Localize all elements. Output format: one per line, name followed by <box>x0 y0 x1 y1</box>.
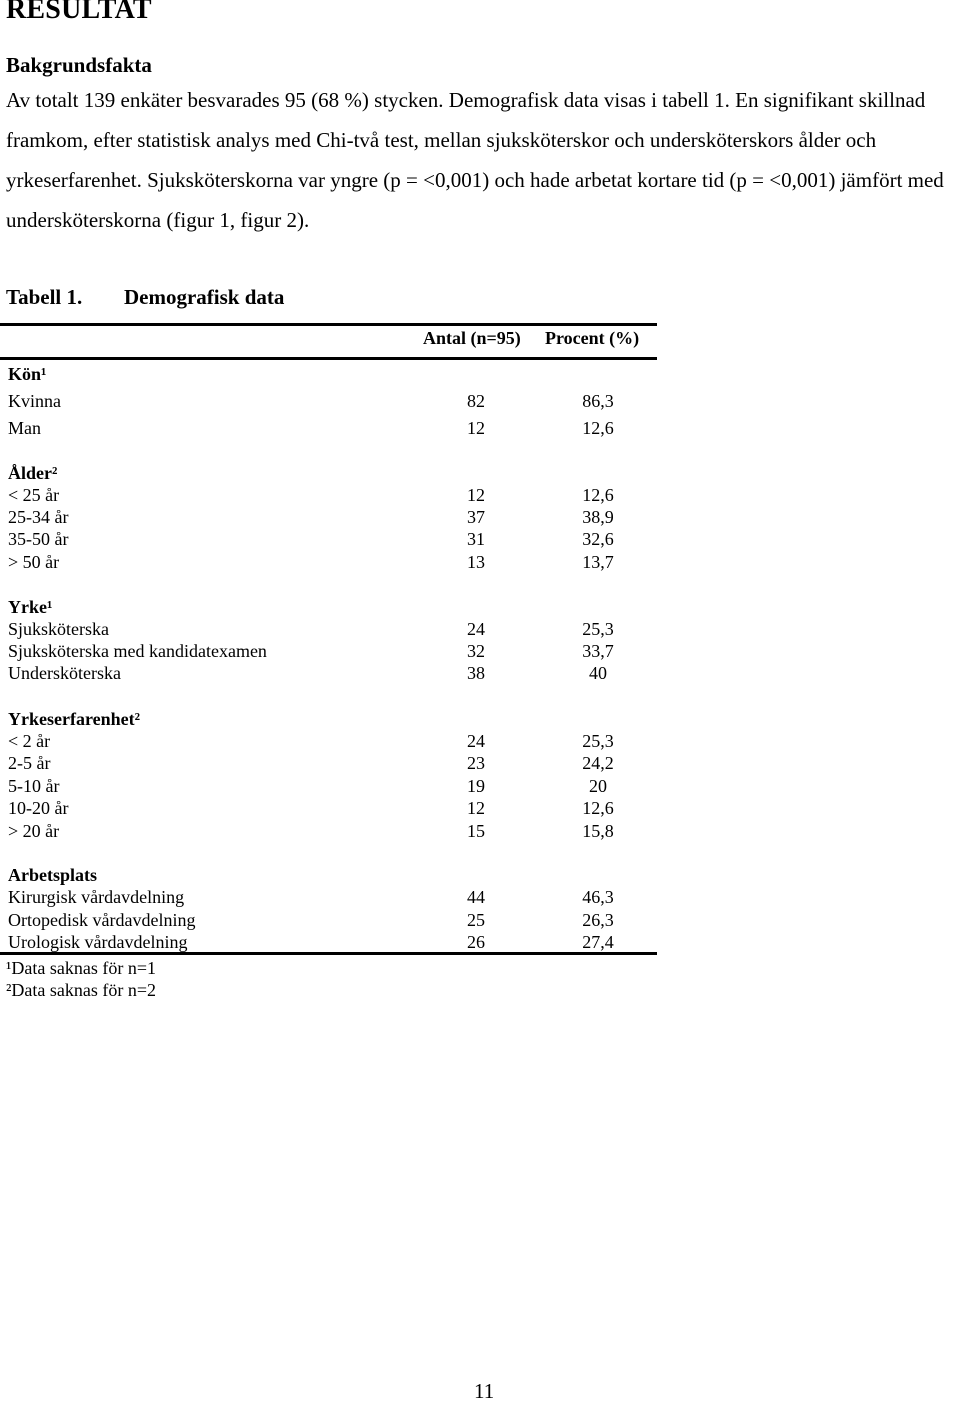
footnote-2: ²Data saknas för n=2 <box>6 980 157 1000</box>
page-number: 11 <box>474 1379 495 1403</box>
table-row <box>0 506 657 528</box>
row-percent: 40 <box>589 663 607 683</box>
row-label: < 25 år <box>8 485 60 505</box>
row-count: 26 <box>467 932 485 952</box>
row-label: 2-5 år <box>8 753 51 773</box>
group-header-kon: Kön¹ <box>8 364 47 384</box>
intro-paragraph: Av totalt 139 enkäter besvarades 95 (68 %) stycken. Demografisk data visas i tabell 1. En signifikant skillnad framkom, efter statistisk analys med Chi-två test, mellan sjuksköterskor och undersköterskors ålder och yrkeserfarenhet. Sjuksköterskorna var yngre (p = <0,001) och hade arbetat kortare tid (p = <0,001) jämfört med undersköterskorna (figur 1, figur 2). <box>6 88 944 232</box>
table-row <box>0 730 657 752</box>
row-count: 38 <box>467 663 485 683</box>
row-percent: 15,8 <box>582 821 614 841</box>
row-label: 10-20 år <box>8 798 69 818</box>
row-percent: 32,6 <box>582 529 614 549</box>
table-caption-title: Demografisk data <box>124 285 285 309</box>
row-count: 12 <box>467 485 485 505</box>
table-row <box>0 931 657 953</box>
section-heading: Bakgrundsfakta <box>6 53 152 77</box>
row-percent: 24,2 <box>582 753 614 773</box>
table-caption-label: Tabell 1. <box>6 285 83 309</box>
group-header-alder: Ålder² <box>8 463 58 483</box>
row-label: > 50 år <box>8 552 60 572</box>
row-percent: 27,4 <box>582 932 614 952</box>
row-label: Sjuksköterska <box>8 619 109 639</box>
row-label: Ortopedisk vårdavdelning <box>8 910 196 930</box>
table-header-rule <box>0 357 657 360</box>
row-label: Undersköterska <box>8 663 121 683</box>
row-label: Man <box>8 418 41 438</box>
row-label: < 2 år <box>8 731 51 751</box>
group-header-yrke: Yrke¹ <box>8 597 53 617</box>
row-label: 25-34 år <box>8 507 69 527</box>
row-count: 24 <box>467 731 485 751</box>
row-count: 23 <box>467 753 485 773</box>
row-percent: 12,6 <box>582 418 614 438</box>
row-count: 15 <box>467 821 485 841</box>
row-label: Sjuksköterska med kandidatexamen <box>8 641 267 661</box>
row-count: 44 <box>467 887 485 907</box>
row-count: 24 <box>467 619 485 639</box>
table-row <box>0 618 657 640</box>
row-label: Urologisk vårdavdelning <box>8 932 188 952</box>
table-row <box>0 528 657 550</box>
row-label: Kirurgisk vårdavdelning <box>8 887 185 907</box>
row-count: 25 <box>467 910 485 930</box>
row-label: > 20 år <box>8 821 60 841</box>
table-row <box>0 775 657 797</box>
row-percent: 46,3 <box>582 887 614 907</box>
table-row <box>0 909 657 931</box>
row-count: 13 <box>467 552 485 572</box>
table-top-rule <box>0 323 657 326</box>
row-count: 31 <box>467 529 485 549</box>
row-count: 32 <box>467 641 485 661</box>
row-percent: 13,7 <box>582 552 614 572</box>
row-percent: 12,6 <box>582 485 614 505</box>
table-row <box>0 484 657 506</box>
row-count: 82 <box>467 391 485 411</box>
table-row <box>0 797 657 819</box>
footnote-1: ¹Data saknas för n=1 <box>6 958 157 978</box>
row-percent: 20 <box>589 776 607 796</box>
table-row <box>0 820 657 842</box>
table-row <box>0 417 657 439</box>
table-row <box>0 390 657 412</box>
table-row <box>0 551 657 573</box>
row-count: 37 <box>467 507 485 527</box>
column-header-count: Antal (n=95) <box>423 328 521 348</box>
row-count: 12 <box>467 798 485 818</box>
row-percent: 86,3 <box>582 391 614 411</box>
row-percent: 26,3 <box>582 910 614 930</box>
table-row <box>0 662 657 684</box>
row-label: Kvinna <box>8 391 61 411</box>
row-label: 35-50 år <box>8 529 69 549</box>
table-bottom-rule <box>0 952 657 955</box>
row-percent: 33,7 <box>582 641 614 661</box>
table-row <box>0 886 657 908</box>
group-header-yrkeserfarenhet: Yrkeserfarenhet² <box>8 709 141 729</box>
row-percent: 25,3 <box>582 731 614 751</box>
row-percent: 38,9 <box>582 507 614 527</box>
column-header-percent: Procent (%) <box>545 328 640 348</box>
table-row <box>0 640 657 662</box>
table-row <box>0 752 657 774</box>
row-percent: 12,6 <box>582 798 614 818</box>
page-title: RESULTAT <box>6 0 152 25</box>
table-caption <box>6 285 284 310</box>
row-percent: 25,3 <box>582 619 614 639</box>
group-header-arbetsplats: Arbetsplats <box>8 865 97 885</box>
row-label: 5-10 år <box>8 776 60 796</box>
row-count: 12 <box>467 418 485 438</box>
row-count: 19 <box>467 776 485 796</box>
